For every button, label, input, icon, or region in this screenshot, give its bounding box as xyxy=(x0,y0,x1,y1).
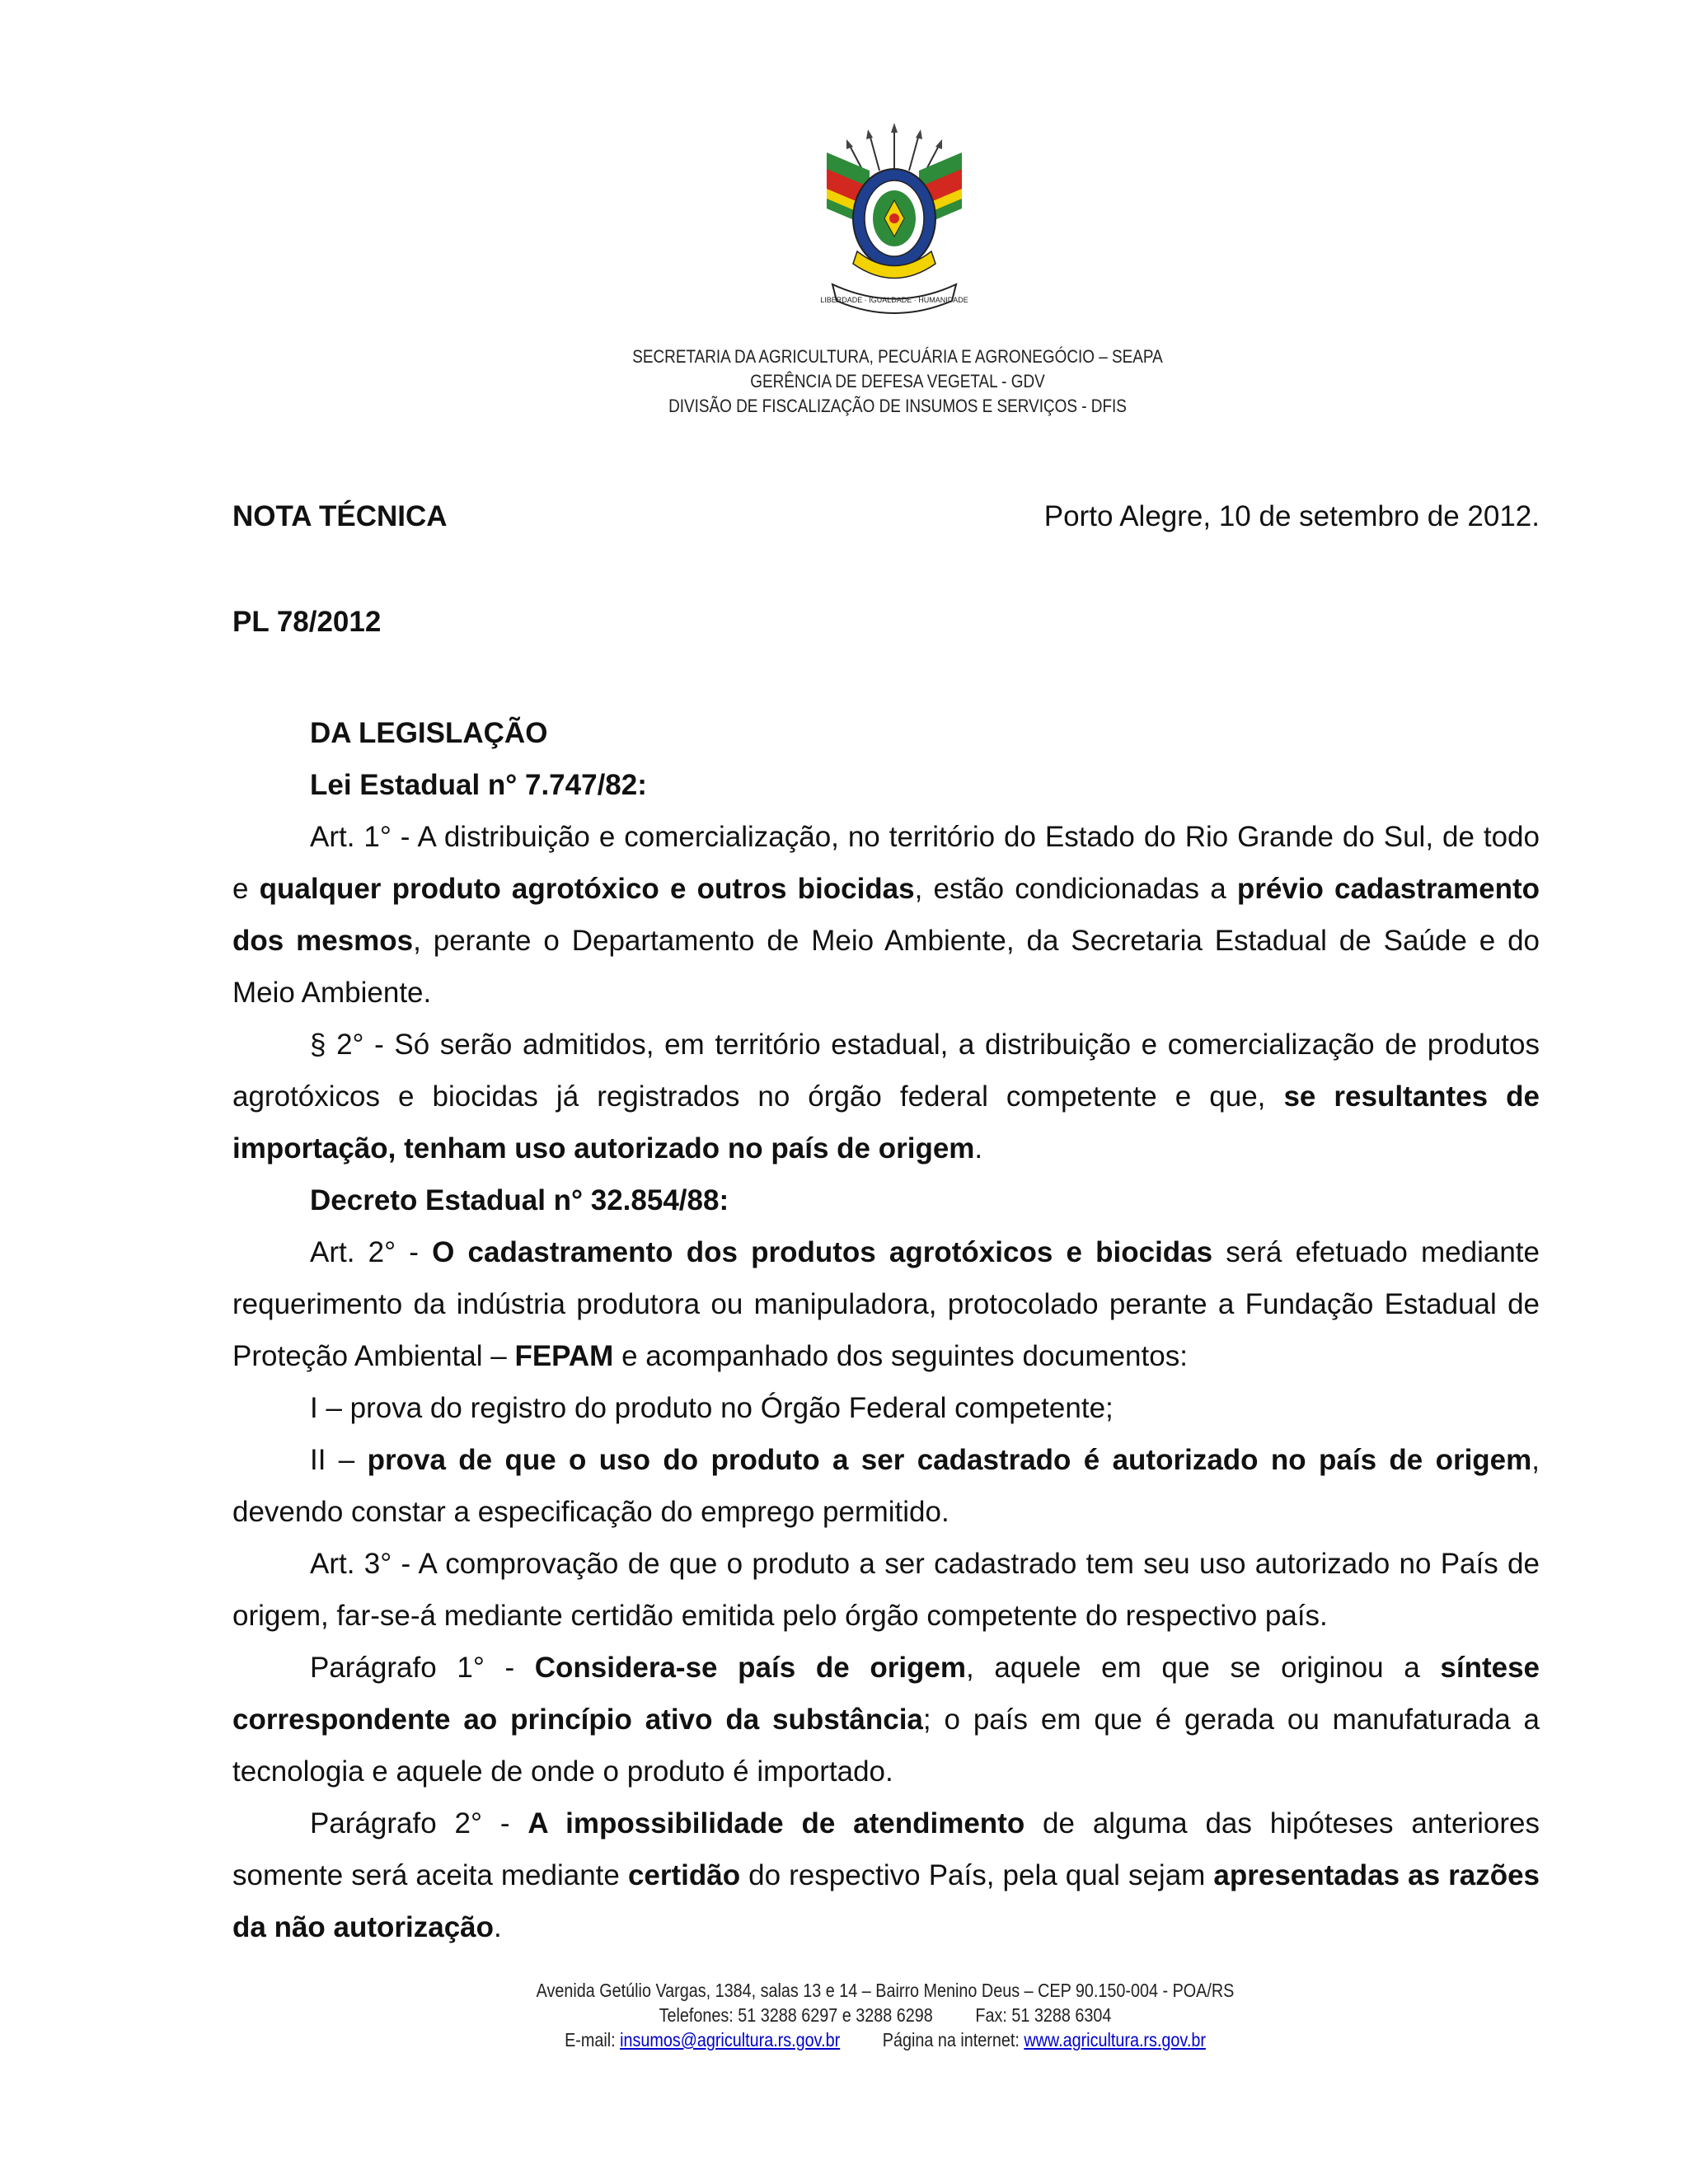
document-body xyxy=(232,707,1540,1953)
text-run: § 2° - Só serão admitidos, em território estadual, a distribuição e comercialização de produtos agrotóxicos e biocidas já registrados no órgão federal competente e que, xyxy=(232,1029,1540,1113)
bold-run: síntese correspondente ao princípio ativo da substância xyxy=(232,1652,1540,1736)
title-row xyxy=(232,500,1540,541)
article-1 xyxy=(232,811,1540,1019)
bold-run: qualquer produto agrotóxico e outros biocidas xyxy=(259,873,915,905)
bold-run: apresentadas as razões da não autorização xyxy=(232,1859,1540,1943)
law-1-title: Lei Estadual n° 7.747/82: xyxy=(310,769,647,801)
doc-date: Porto Alegre, 10 de setembro de 2012. xyxy=(1043,500,1540,532)
coat-of-arms-icon xyxy=(812,120,977,317)
bold-run: O cadastramento dos produtos agrotóxicos e biocidas xyxy=(432,1236,1213,1268)
footer-phones-row xyxy=(354,2003,1417,2027)
footer-contact-row xyxy=(354,2027,1417,2052)
footer xyxy=(267,1978,1503,2052)
bold-run: prova de que o uso do produto a ser cadastrado é autorizado no país de origem xyxy=(367,1444,1532,1476)
text-run: , estão condicionadas a xyxy=(914,873,1237,905)
email-link[interactable]: insumos@agricultura.rs.gov.br xyxy=(620,2029,841,2050)
agency-line-2: GERÊNCIA DE DEFESA VEGETAL - GDV xyxy=(750,371,1045,391)
item-1: I – prova do registro do produto no Órgão Federal competente; xyxy=(310,1392,1114,1424)
text-run: de alguma das hipóteses anteriores somente será aceita mediante xyxy=(232,1807,1540,1891)
footer-phones: Telefones: 51 3288 6297 e 3288 6298 xyxy=(659,2004,933,2026)
footer-fax: Fax: 51 3288 6304 xyxy=(975,2004,1112,2026)
agency-line-3: DIVISÃO DE FISCALIZAÇÃO DE INSUMOS E SERVIÇOS - DFIS xyxy=(668,396,1127,416)
doc-title: NOTA TÉCNICA xyxy=(232,500,448,532)
text-run: , aquele em que se originou a xyxy=(966,1652,1441,1684)
text-run: Parágrafo 2° - xyxy=(310,1807,528,1840)
text-run: II – xyxy=(310,1444,368,1476)
law-2-title: Decreto Estadual n° 32.854/88: xyxy=(310,1184,729,1216)
paragraph-1 xyxy=(232,1642,1540,1797)
text-run: será efetuado mediante requerimento da indústria produtora ou manipuladora, protocolado perante a Fundação Estadual de Proteção Ambiental – xyxy=(232,1236,1540,1372)
paragraph-2 xyxy=(232,1019,1540,1174)
agency-line-1: SECRETARIA DA AGRICULTURA, PECUÁRIA E AGRONEGÓCIO – SEAPA xyxy=(632,346,1163,367)
footer-web-label: Página na internet: xyxy=(882,2029,1025,2050)
text-run: e acompanhado dos seguintes documentos: xyxy=(613,1340,1188,1372)
bold-run: A impossibilidade de atendimento xyxy=(528,1807,1025,1840)
bold-run: FEPAM xyxy=(514,1340,614,1372)
text-run: . xyxy=(974,1132,983,1165)
footer-email-label: E-mail: xyxy=(565,2029,621,2050)
text-run: ; o país em que é gerada ou manufaturada a tecnologia e aquele de onde o produto é importado. xyxy=(232,1704,1540,1788)
text-run: , perante o Departamento de Meio Ambiente, da Secretaria Estadual de Saúde e do Meio Ambiente. xyxy=(232,925,1540,1009)
article-2 xyxy=(232,1226,1540,1382)
text-run: Parágrafo 1° - xyxy=(310,1652,535,1684)
footer-address: Avenida Getúlio Vargas, 1384, salas 13 e 14 – Bairro Menino Deus – CEP 90.150-004 - POA/RS xyxy=(536,1980,1235,2001)
agency-header xyxy=(432,344,1363,419)
bold-run: Considera-se país de origem xyxy=(534,1652,967,1684)
website-link[interactable]: www.agricultura.rs.gov.br xyxy=(1024,2029,1206,2050)
paragraph-2-decree xyxy=(232,1797,1540,1953)
item-2 xyxy=(232,1434,1540,1538)
bold-run: certidão xyxy=(627,1859,741,1891)
section-title: DA LEGISLAÇÃO xyxy=(310,717,548,749)
bold-run: se resultantes de importação, tenham uso autorizado no país de origem xyxy=(232,1080,1540,1165)
text-run: , devendo constar a especificação do emprego permitido. xyxy=(232,1444,1540,1528)
text-run: do respectivo País, pela qual sejam xyxy=(740,1859,1214,1891)
doc-reference: PL 78/2012 xyxy=(232,606,382,638)
bold-run: prévio cadastramento dos mesmos xyxy=(232,873,1540,957)
text-run: Art. 1° - A distribuição e comercialização, no território do Estado do Rio Grande do Sul, de todo e xyxy=(232,821,1540,905)
svg-text:LIBERDADE · IGUALDADE · HUMANI: LIBERDADE · IGUALDADE · HUMANIDADE xyxy=(820,296,968,304)
text-run: . xyxy=(494,1911,502,1943)
article-3: Art. 3° - A comprovação de que o produto a ser cadastrado tem seu uso autorizado no País de origem, far-se-á mediante certidão emitida pelo órgão competente do respectivo país. xyxy=(232,1548,1540,1632)
text-run: Art. 2° - xyxy=(310,1236,433,1268)
